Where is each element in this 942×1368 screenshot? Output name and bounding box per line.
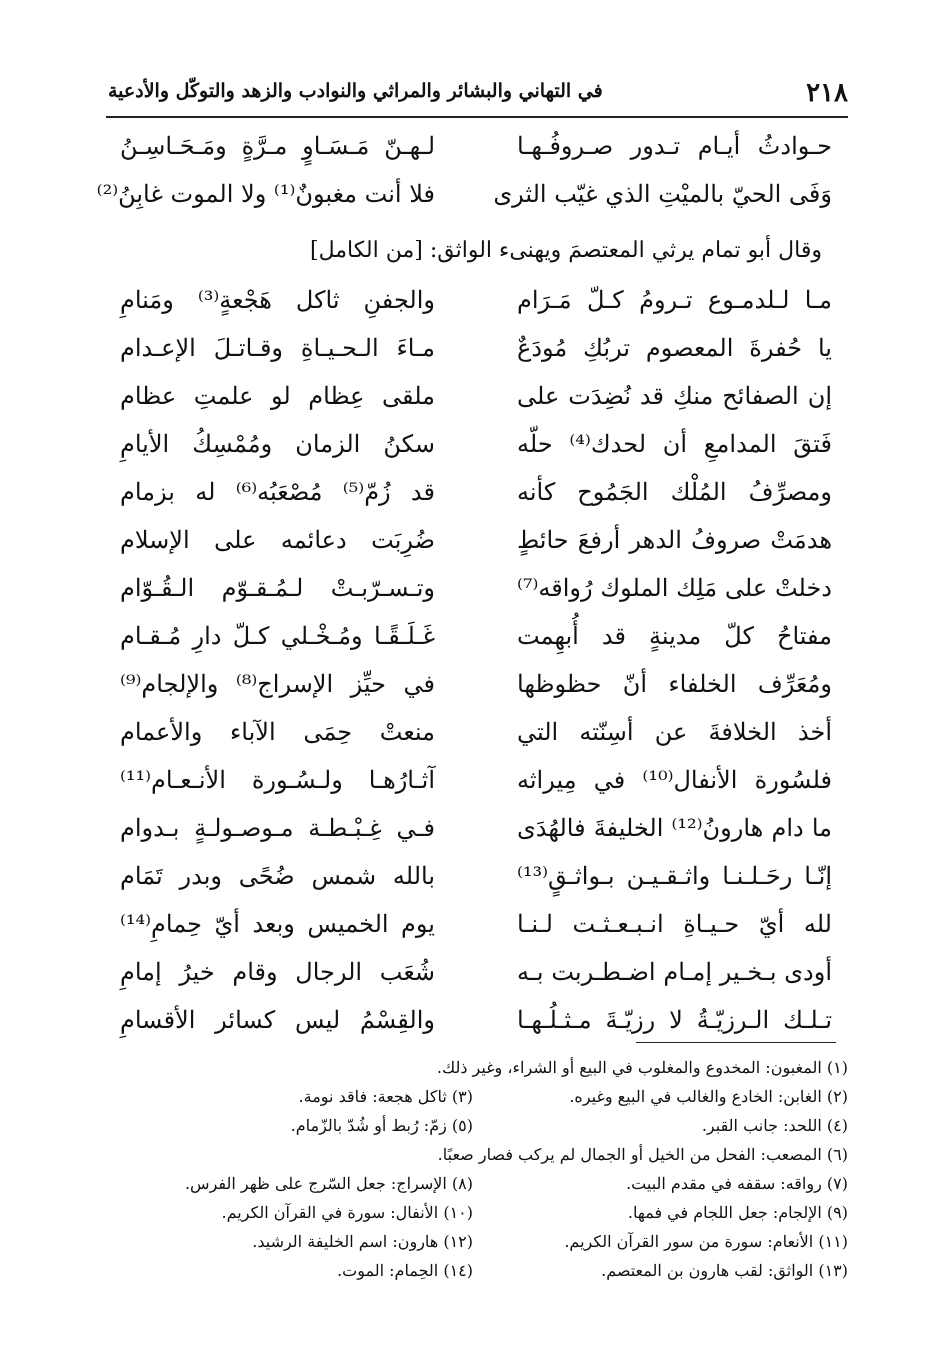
footnote: (٣) ثاكل هجعة: فاقد نومة. <box>298 1087 473 1106</box>
footnote: (١) المغبون: المخدوع والمغلوب في البيع أو الشراء، وغير ذلك. <box>436 1058 848 1077</box>
footnote-row <box>118 1145 848 1174</box>
verse <box>120 478 832 526</box>
verse-second-hemistich: سكنُ الزمان ومُمْسِكُ الأيامِ <box>120 430 435 458</box>
footnote: (١٠) الأنفال: سورة في القرآن الكريم. <box>221 1203 473 1222</box>
verse-second-hemistich: منعتْ حِمَى الآباء والأعمام <box>120 718 435 746</box>
footnote-row <box>118 1261 848 1290</box>
footnote: (٥) زمّ: رُبط أو شُدّ بالزّمام. <box>290 1116 473 1135</box>
verse <box>120 334 832 382</box>
verse-first-hemistich: يا حُفرةَ المعصوم تربُكِ مُودَعٌ <box>517 334 832 362</box>
verse-first-hemistich: أودى بـخـير إمـام اضـطـربت بـه <box>517 958 832 986</box>
poem-body <box>120 286 832 1054</box>
verse <box>120 958 832 1006</box>
footnote: (١٣) الواثق: لقب هارون بن المعتصم. <box>601 1261 848 1280</box>
verse-first-hemistich: أخذ الخلافةَ عن أسِنّته التي <box>517 718 832 746</box>
verse <box>120 382 832 430</box>
verse-first-hemistich: فَتقَ المدامعِ أن لحدك⁽⁴⁾ حلّه <box>517 430 832 458</box>
verse <box>120 574 832 622</box>
verse-second-hemistich: لـهـنّ مَـسَـاوٍ مـرَّةٍ ومَـحَـاسِـنُ <box>120 132 435 160</box>
verse-first-hemistich: ومُعَرِّف الخلفاء أنّ حظوظها <box>517 670 832 698</box>
footnote: (١٢) هارون: اسم الخليفة الرشيد. <box>252 1232 473 1251</box>
header-rule <box>106 116 848 118</box>
footnote-rule <box>636 1042 836 1043</box>
running-title: في التهاني والبشائر والمراثي والنوادب والزهد والتوكّل والأدعية <box>108 80 603 102</box>
verse <box>120 766 832 814</box>
verse-first-hemistich: فلسُورة الأنفال⁽¹⁰⁾ في مِيراثه <box>517 766 833 794</box>
page-header <box>108 72 848 112</box>
verse-second-hemistich: شُعَب الرجال وقام خيرُ إمامِ <box>120 958 435 986</box>
footnote: (١٤) الحِمام: الموت. <box>337 1261 473 1280</box>
footnote-row <box>118 1174 848 1203</box>
verse <box>96 180 832 228</box>
footnote: (٤) اللحد: جانب القبر. <box>701 1116 848 1135</box>
verse-second-hemistich: قد زُمّ⁽⁵⁾ مُصْعَبُه⁽⁶⁾ له بزمام <box>120 478 435 506</box>
verse <box>120 670 832 718</box>
verse-second-hemistich: في حيِّز الإسراج⁽⁸⁾ والإلجام⁽⁹⁾ <box>120 670 435 698</box>
footnote: (٦) المصعب: الفحل من الخيل أو الجمال لم يركب فصار صعبًا. <box>437 1145 848 1164</box>
verse <box>120 862 832 910</box>
footnote: (٧) رواقه: سقفه في مقدم البيت. <box>626 1174 848 1193</box>
verse-first-hemistich: وَفَى الحيّ بالميْتِ الذي غيّب الثرى <box>493 180 832 208</box>
verse-second-hemistich: فـي غِـبْـطـة مـوصـولـةٍ بـدوام <box>120 814 435 842</box>
verse-first-hemistich: ما دام هارونُ⁽¹²⁾ الخليفةَ فالهُدَى <box>517 814 832 842</box>
opening-verses <box>96 132 832 228</box>
verse-first-hemistich: هدمَتْ صروفُ الدهر أرفعَ حائطٍ <box>517 526 832 554</box>
verse-second-hemistich: فلا أنت مغبونٌ⁽¹⁾ ولا الموت غابِنُ⁽²⁾ <box>96 180 435 208</box>
verse-second-hemistich: مـاءَ الـحـيـاةِ وقـاتـلَ الإعـدام <box>120 334 435 362</box>
verse-first-hemistich: إنّـا رحَـلـنـا واثـقـيـن بـواثـقٍ⁽¹³⁾ <box>517 862 832 890</box>
verse-second-hemistich: والقِسْمُ ليس كسائر الأقسامِ <box>120 1006 435 1034</box>
verse <box>120 718 832 766</box>
footnote-row <box>118 1087 848 1116</box>
poem-introduction: وقال أبو تمام يرثي المعتصمَ ويهنىء الواثق: [من الكامل] <box>310 238 822 263</box>
page-number: ٢١٨ <box>806 78 848 108</box>
verse-second-hemistich: يوم الخميس وبعد أيّ حِمامِ⁽¹⁴⁾ <box>120 910 435 938</box>
verse <box>120 286 832 334</box>
footnote: (١١) الأنعام: سورة من سور القرآن الكريم. <box>564 1232 848 1251</box>
footnote-row <box>118 1203 848 1232</box>
verse <box>120 1006 832 1054</box>
verse-second-hemistich: بالله شمس ضُحًى وبدر تَمَام <box>120 862 435 890</box>
verse-second-hemistich: آثـارُهـا ولـسُـورة الأنـعـام⁽¹¹⁾ <box>120 766 435 794</box>
verse <box>120 622 832 670</box>
verse-first-hemistich: لله أيّ حـيـاةِ انـبـعـثـت لـنـا <box>517 910 832 938</box>
verse-second-hemistich: غَـلَـقًـا ومُـخْـلي كـلّ دارِ مُـقـام <box>120 622 435 650</box>
verse-first-hemistich: تـلـك الـرزيّـةُ لا رزيّـةَ مـثـلُـهـا <box>517 1006 832 1034</box>
verse <box>120 814 832 862</box>
footnote-row <box>118 1058 848 1087</box>
verse-first-hemistich: حـوادثُ أيـام تـدور صـروفُـهـا <box>517 132 832 160</box>
verse-second-hemistich: ملقى عِظام لو علمتِ عظام <box>120 382 435 410</box>
verse <box>120 526 832 574</box>
footnote: (٨) الإسراج: جعل السّرج على ظهر الفرس. <box>184 1174 473 1193</box>
footnote-row <box>118 1116 848 1145</box>
footnote: (٩) الإلجام: جعل اللجام في فمها. <box>627 1203 848 1222</box>
verse <box>120 430 832 478</box>
verse-first-hemistich: إن الصفائح منكِ قد نُضِدَت على <box>517 382 832 410</box>
verse-first-hemistich: دخلتْ على مَلِك الملوك رُواقه⁽⁷⁾ <box>517 574 832 602</box>
verse-first-hemistich: مـا لـلدمـوع تـرومُ كـلّ مَـرَام <box>517 286 832 314</box>
verse-second-hemistich: ضُرِبَت دعائمه على الإسلام <box>120 526 435 554</box>
verse-first-hemistich: مفتاحُ كلّ مدينةٍ قد أُبهِمت <box>517 622 832 650</box>
footnote-row <box>118 1232 848 1261</box>
footnote: (٢) الغابن: الخادع والغالب في البيع وغيره. <box>569 1087 848 1106</box>
verse <box>120 132 832 180</box>
verse <box>120 910 832 958</box>
verse-first-hemistich: ومصرِّفُ المُلْك الجَمُوح كأنه <box>517 478 832 506</box>
footnotes <box>118 1058 848 1290</box>
verse-second-hemistich: والجفنِ ثاكل هَجْعةٍ⁽³⁾ ومَنامِ <box>120 286 435 314</box>
verse-second-hemistich: وتـسـرّبـتْ لـمُـقـوّم الـقُـوّام <box>120 574 435 602</box>
